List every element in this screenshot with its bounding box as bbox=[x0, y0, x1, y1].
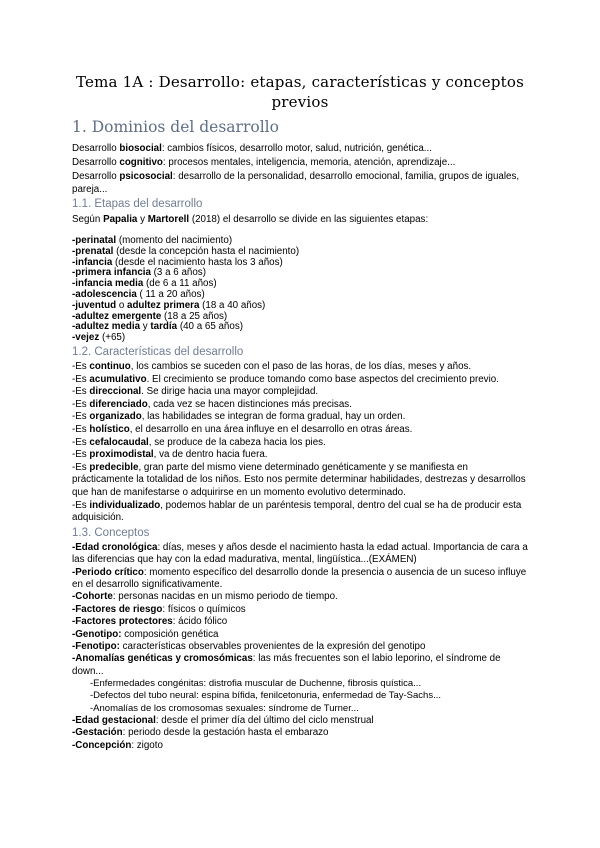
sub-list-item: -Enfermedades congénitas: distrofia muscular de Duchenne, fibrosis quística... bbox=[90, 678, 422, 690]
document-title: Tema 1A : Desarrollo: etapas, características y conceptos previos bbox=[75, 73, 525, 111]
stage-item: -adolescencia ( 11 a 20 años) bbox=[72, 288, 205, 300]
list-item: -Fenotipo: características observables provenientes de la expresión del genotipo bbox=[72, 640, 426, 652]
caracteristicas-list bbox=[72, 361, 528, 525]
sub-list-item: -Defectos del tubo neural: espina bífida, fenilcetonuria, enfermedad de Tay-Sachs... bbox=[90, 690, 442, 702]
list-item: -Es predecible, gran parte del mismo viene determinado genéticamente y se manifiesta en prácticamente la totalidad de los niños. Esto nos permite determinar habilidades, destrezas y desarrollos que han de manifestarse o adquirirse en un momento evolutivo determinado. bbox=[72, 461, 526, 498]
list-item: -Concepción: zigoto bbox=[72, 739, 163, 751]
stage-item: -adultez emergente (18 a 25 años) bbox=[72, 310, 228, 322]
etapas-intro: Según Papalia y Martorell (2018) el desarrollo se divide en las siguientes etapas: bbox=[72, 214, 429, 225]
list-item: -Edad gestacional: desde el primer día del último del ciclo menstrual bbox=[72, 714, 374, 726]
list-item: -Anomalías genéticas y cromosómicas: las más frecuentes son el labio leporino, el síndrome de down... bbox=[72, 653, 501, 677]
section-heading-conceptos: 1.3. Conceptos bbox=[72, 526, 150, 539]
list-item: -Es holístico, el desarrollo en una área influye en el desarrollo en otras áreas. bbox=[72, 423, 413, 435]
stage-item: -perinatal (momento del nacimiento) bbox=[72, 235, 233, 246]
domain-cognitivo: Desarrollo cognitivo: procesos mentales, inteligencia, memoria, atención, aprendizaje... bbox=[72, 157, 456, 168]
stage-item: -juventud o adultez primera (18 a 40 años) bbox=[72, 299, 266, 311]
list-item: -Factores de riesgo: físicos o químicos bbox=[72, 603, 246, 615]
domain-psicosocial: Desarrollo psicosocial: desarrollo de la personalidad, desarrollo emocional, familia, grupos de iguales, pareja... bbox=[72, 171, 520, 195]
list-item: -Es organizado, las habilidades se integran de forma gradual, hay un orden. bbox=[72, 411, 406, 423]
stage-item: -infancia media (de 6 a 11 años) bbox=[72, 278, 217, 290]
stage-list bbox=[72, 236, 528, 344]
list-item: -Es direccional. Se dirige hacia una mayor complejidad. bbox=[72, 386, 319, 398]
document-page bbox=[72, 72, 528, 752]
list-item: -Es continuo, los cambios se suceden con el paso de las horas, de los días, meses y años. bbox=[72, 360, 472, 372]
sub-list-item: -Anomalías de los cromosomas sexuales: síndrome de Turner... bbox=[90, 702, 359, 714]
list-item: -Gestación: periodo desde la gestación hasta el embarazo bbox=[72, 727, 329, 739]
list-item: -Es acumulativo. El crecimiento se produce tomando como base aspectos del crecimiento previo. bbox=[72, 373, 499, 385]
list-item: -Es diferenciado, cada vez se hacen distinciones más precisas. bbox=[72, 398, 352, 410]
stage-item: -vejez (+65) bbox=[72, 332, 126, 344]
list-item: -Cohorte: personas nacidas en un mismo periodo de tiempo. bbox=[72, 591, 338, 603]
conceptos-list bbox=[72, 542, 528, 752]
stage-item: -primera infancia (3 a 6 años) bbox=[72, 267, 206, 279]
list-item: -Edad cronológica: días, meses y años desde el nacimiento hasta la edad actual. Importancia de cara a las diferencias que hay con la edad madurativa, mental, lingüística...(EXÁMEN) bbox=[72, 541, 528, 566]
list-item: -Es cefalocaudal, se produce de la cabeza hacia los pies. bbox=[72, 436, 326, 448]
stage-item: -prenatal (desde la concepción hasta el nacimiento) bbox=[72, 245, 300, 257]
section-heading-dominios: 1. Dominios del desarrollo bbox=[72, 118, 279, 136]
stage-item: -adultez media y tardía (40 a 65 años) bbox=[72, 321, 243, 333]
list-item: -Genotipo: composición genética bbox=[72, 628, 219, 640]
list-item: -Es individualizado, podemos hablar de un paréntesis temporal, dentro del cual se ha de producir esta adquisición. bbox=[72, 499, 522, 524]
section-heading-caracteristicas: 1.2. Características del desarrollo bbox=[72, 345, 244, 358]
stage-item: -infancia (desde el nacimiento hasta los 3 años) bbox=[72, 256, 283, 268]
section-heading-etapas: 1.1. Etapas del desarrollo bbox=[72, 198, 203, 210]
list-item: -Factores protectores: ácido fólico bbox=[72, 616, 228, 628]
list-item: -Es proximodistal, va de dentro hacia fuera. bbox=[72, 449, 268, 461]
domain-biosocial: Desarrollo biosocial: cambios físicos, desarrollo motor, salud, nutrición, genética... bbox=[72, 143, 432, 154]
list-item: -Periodo crítico: momento específico del desarrollo donde la presencia o ausencia de un suceso influye en el desarrollo significativamente. bbox=[72, 566, 527, 590]
